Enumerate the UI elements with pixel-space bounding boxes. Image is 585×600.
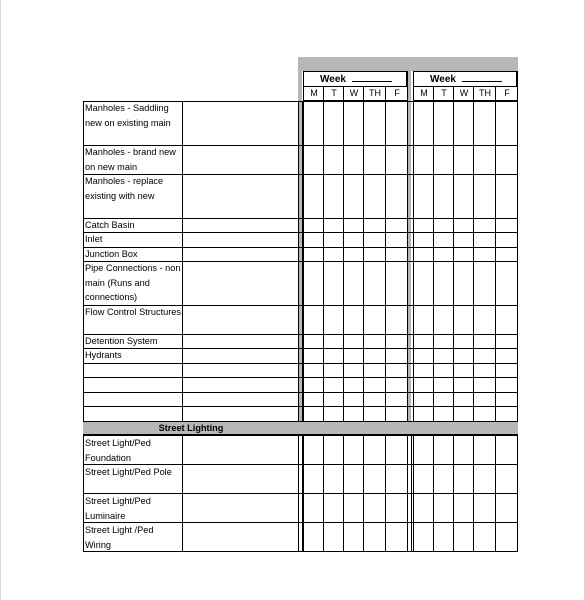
column-line bbox=[323, 435, 324, 551]
group-right-border bbox=[407, 71, 408, 101]
row-label: Street Light /Ped Wiring bbox=[85, 525, 154, 550]
row-label: Junction Box bbox=[85, 249, 138, 259]
column-line bbox=[385, 101, 386, 421]
column-line bbox=[363, 435, 364, 551]
column-line bbox=[517, 101, 518, 421]
column-line bbox=[413, 101, 414, 421]
column-line bbox=[413, 435, 414, 551]
row-label: Catch Basin bbox=[85, 220, 135, 230]
row-label: Inlet bbox=[85, 234, 103, 244]
day-header-t: T bbox=[433, 87, 454, 101]
day-header-f: F bbox=[385, 87, 408, 101]
week-title bbox=[303, 71, 407, 87]
day-header-th: TH bbox=[363, 87, 386, 101]
column-line bbox=[407, 435, 408, 551]
column-line bbox=[83, 435, 84, 551]
column-line bbox=[453, 101, 454, 421]
column-line bbox=[453, 435, 454, 551]
day-header-t: T bbox=[323, 87, 344, 101]
row-label: Hydrants bbox=[85, 350, 122, 360]
week-title-text: Week bbox=[430, 74, 456, 85]
row-label: Manholes - replace existing with new bbox=[85, 176, 164, 201]
column-line bbox=[385, 435, 386, 551]
column-line bbox=[343, 435, 344, 551]
row-label: Street Light/Ped Luminaire bbox=[85, 496, 151, 521]
column-line bbox=[495, 101, 496, 421]
row-label: Detention System bbox=[85, 336, 158, 346]
column-line bbox=[407, 101, 408, 421]
column-line bbox=[182, 435, 183, 551]
column-line bbox=[411, 435, 412, 551]
day-header-m: M bbox=[303, 87, 324, 101]
group-right-border bbox=[517, 71, 518, 101]
column-line bbox=[298, 435, 299, 551]
week-title-text: Week bbox=[320, 74, 346, 85]
column-line bbox=[517, 435, 518, 551]
week-date-blank[interactable] bbox=[462, 73, 502, 82]
section-title: Street Lighting bbox=[158, 423, 224, 433]
row-label: Street Light/Ped Pole bbox=[85, 467, 172, 477]
row-label: Manholes - Saddling new on existing main bbox=[85, 103, 171, 128]
day-header-w: W bbox=[453, 87, 474, 101]
row-label: Street Light/Ped Foundation bbox=[85, 438, 151, 463]
day-header-w: W bbox=[343, 87, 364, 101]
week-date-blank[interactable] bbox=[352, 73, 392, 82]
day-header-th: TH bbox=[473, 87, 496, 101]
column-line bbox=[323, 101, 324, 421]
column-line bbox=[495, 435, 496, 551]
row-label: Pipe Connections - non main (Runs and connections) bbox=[85, 263, 181, 302]
column-line bbox=[298, 101, 299, 421]
row-label: Manholes - brand new on new main bbox=[85, 147, 176, 172]
column-line bbox=[303, 435, 304, 551]
day-header-m: M bbox=[413, 87, 434, 101]
column-line bbox=[433, 101, 434, 421]
column-line bbox=[363, 101, 364, 421]
column-line bbox=[182, 101, 183, 421]
day-header-f: F bbox=[495, 87, 518, 101]
week-title bbox=[413, 71, 517, 87]
column-line bbox=[433, 435, 434, 551]
column-line bbox=[83, 101, 84, 421]
column-line bbox=[473, 101, 474, 421]
column-line bbox=[343, 101, 344, 421]
column-line bbox=[303, 101, 304, 421]
row-label: Flow Control Structures bbox=[85, 307, 181, 317]
column-line bbox=[473, 435, 474, 551]
